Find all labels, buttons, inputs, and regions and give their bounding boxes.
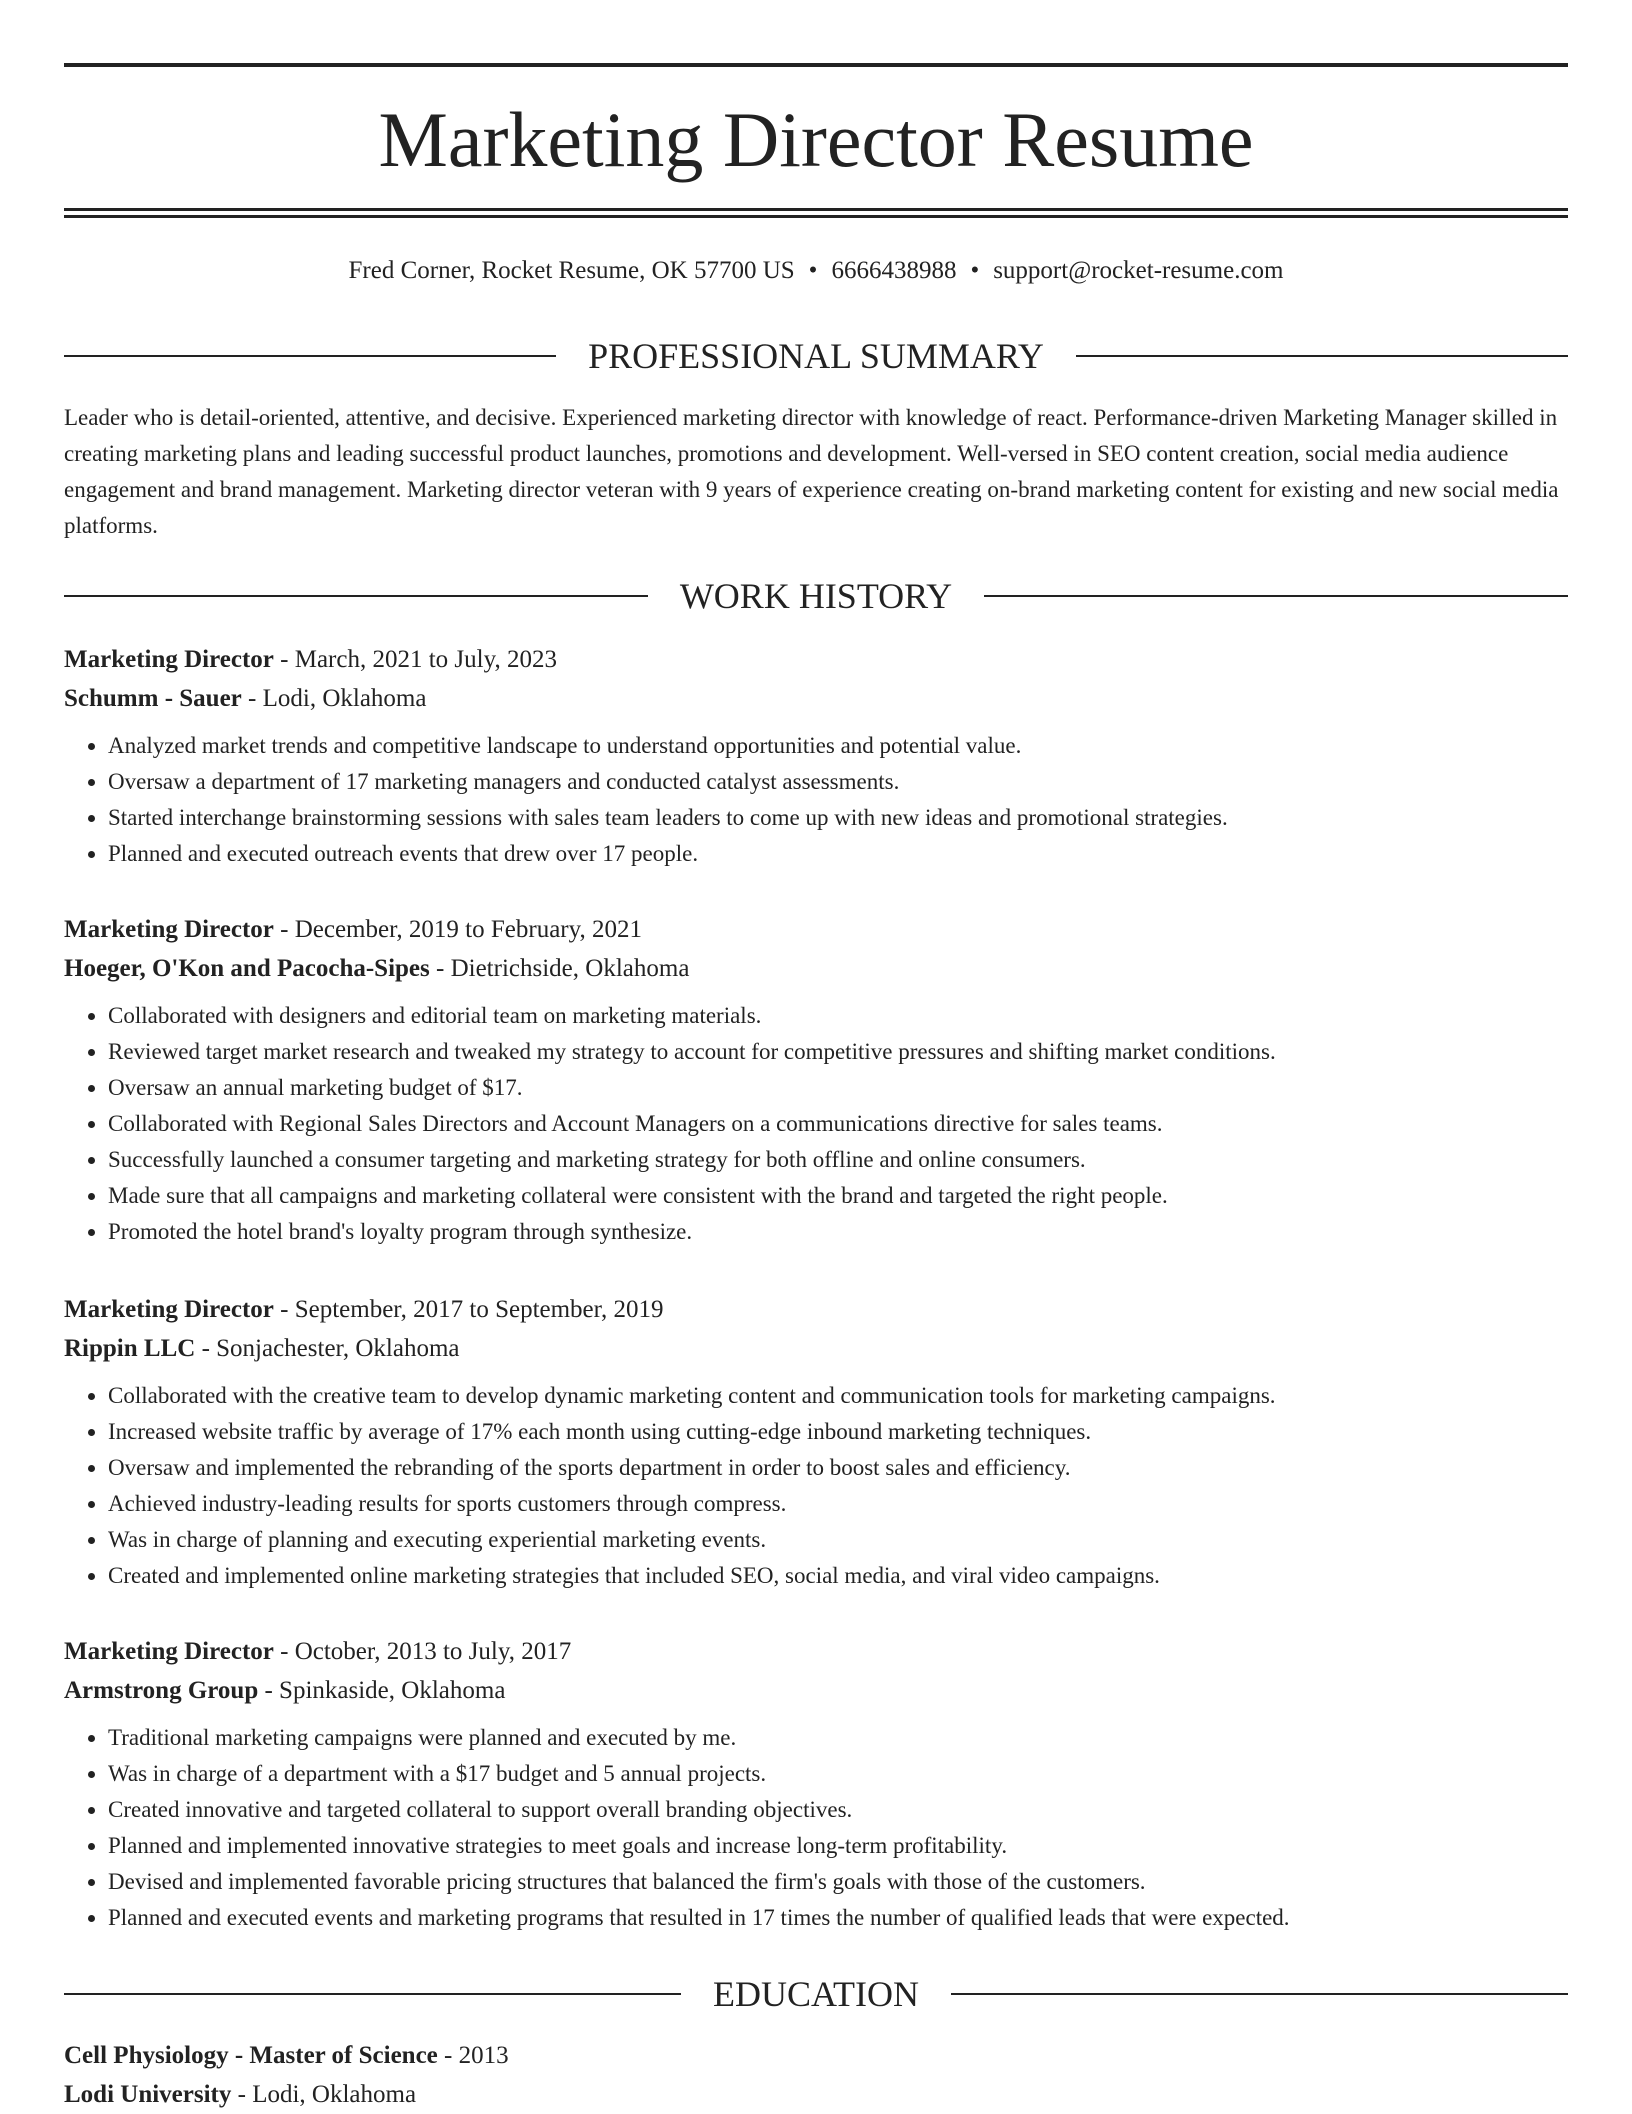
job-company: Hoeger, O'Kon and Pacocha-Sipes bbox=[64, 955, 430, 982]
job-dates: - September, 2017 to September, 2019 bbox=[273, 1296, 664, 1323]
section-heading-education bbox=[64, 1972, 1568, 2016]
job-bullet: • Was in charge of planning and executing experiential marketing events. bbox=[108, 1522, 1568, 1558]
job-entry bbox=[64, 1632, 1568, 1936]
job-bullet: • Created and implemented online marketing strategies that included SEO, social media, and viral video campaigns. bbox=[108, 1558, 1568, 1594]
job-location: - Spinkaside, Oklahoma bbox=[258, 1677, 506, 1704]
job-location: - Sonjachester, Oklahoma bbox=[195, 1335, 460, 1362]
job-bullet: • Analyzed market trends and competitive landscape to understand opportunities and potential value. bbox=[108, 728, 1568, 764]
job-bullet: • Oversaw an annual marketing budget of $17. bbox=[108, 1070, 1568, 1106]
contact-phone: 6666438988 bbox=[831, 257, 957, 284]
section-heading-text: WORK HISTORY bbox=[679, 576, 953, 616]
section-heading-text: EDUCATION bbox=[713, 1974, 919, 2014]
job-entry bbox=[64, 1290, 1568, 1594]
job-bullet: • Collaborated with Regional Sales Directors and Account Managers on a communications directive for sales teams. bbox=[108, 1106, 1568, 1142]
job-bullet: • Started interchange brainstorming sessions with sales team leaders to come up with new ideas and promotional strategies. bbox=[108, 800, 1568, 836]
job-bullet: • Reviewed target market research and tweaked my strategy to account for competitive pressures and shifting market conditions. bbox=[108, 1034, 1568, 1070]
job-title: Marketing Director bbox=[64, 1296, 274, 1323]
job-bullet: • Traditional marketing campaigns were planned and executed by me. bbox=[108, 1720, 1568, 1756]
job-bullet: • Created innovative and targeted collateral to support overall branding objectives. bbox=[108, 1792, 1568, 1828]
contact-separator: • bbox=[970, 257, 980, 284]
contact-line bbox=[0, 254, 1632, 288]
job-company-line bbox=[64, 949, 1568, 988]
education-school: Lodi University bbox=[64, 2081, 232, 2108]
job-company: Rippin LLC bbox=[64, 1335, 196, 1362]
job-bullet: • Planned and executed events and marketing programs that resulted in 17 times the number of qualified leads that were expected. bbox=[108, 1900, 1568, 1936]
job-company-line bbox=[64, 1329, 1568, 1368]
job-title-line bbox=[64, 910, 1568, 949]
job-location: - Lodi, Oklahoma bbox=[241, 685, 427, 712]
job-bullets bbox=[64, 1378, 1568, 1594]
heading-rule-left bbox=[64, 355, 556, 357]
heading-rule-right bbox=[951, 1993, 1568, 1995]
job-title-line bbox=[64, 1290, 1568, 1329]
job-title: Marketing Director bbox=[64, 1638, 274, 1665]
job-dates: - October, 2013 to July, 2017 bbox=[273, 1638, 572, 1665]
job-bullet: • Achieved industry-leading results for sports customers through compress. bbox=[108, 1486, 1568, 1522]
job-company-line bbox=[64, 679, 1568, 718]
job-title-line bbox=[64, 640, 1568, 679]
education-degree: Cell Physiology - Master of Science bbox=[64, 2042, 438, 2069]
job-bullet: • Made sure that all campaigns and marketing collateral were consistent with the brand and targeted the right people. bbox=[108, 1178, 1568, 1214]
heading-rule-right bbox=[984, 595, 1568, 597]
title-bottom-rule-2 bbox=[64, 215, 1568, 218]
section-heading-work bbox=[64, 574, 1568, 618]
job-bullets bbox=[64, 998, 1568, 1250]
job-company-line bbox=[64, 1671, 1568, 1710]
job-bullet: • Promoted the hotel brand's loyalty program through synthesize. bbox=[108, 1214, 1568, 1250]
job-bullet: • Oversaw and implemented the rebranding of the sports department in order to boost sales and efficiency. bbox=[108, 1450, 1568, 1486]
job-bullet: • Collaborated with the creative team to develop dynamic marketing content and communication tools for marketing campaigns. bbox=[108, 1378, 1568, 1414]
contact-email: support@rocket-resume.com bbox=[993, 257, 1284, 284]
education-degree-line bbox=[64, 2036, 1568, 2075]
title-bottom-rule-1 bbox=[64, 208, 1568, 211]
job-entry bbox=[64, 640, 1568, 872]
job-dates: - March, 2021 to July, 2023 bbox=[273, 646, 557, 673]
job-bullets bbox=[64, 1720, 1568, 1936]
job-bullet: • Oversaw a department of 17 marketing managers and conducted catalyst assessments. bbox=[108, 764, 1568, 800]
job-bullet: • Devised and implemented favorable pricing structures that balanced the firm's goals with those of the customers. bbox=[108, 1864, 1568, 1900]
heading-rule-right bbox=[1076, 355, 1568, 357]
section-heading-summary bbox=[64, 334, 1568, 378]
job-bullet: • Planned and executed outreach events that drew over 17 people. bbox=[108, 836, 1568, 872]
job-title-line bbox=[64, 1632, 1568, 1671]
education-location: - Lodi, Oklahoma bbox=[231, 2081, 417, 2108]
job-bullets bbox=[64, 728, 1568, 872]
job-entry bbox=[64, 910, 1568, 1250]
heading-rule-left bbox=[64, 1993, 681, 1995]
job-title: Marketing Director bbox=[64, 646, 274, 673]
summary-text: Leader who is detail-oriented, attentive, and decisive. Experienced marketing director with knowledge of react. Performance-driven Marketing Manager skilled in creating marketing plans and leading successful product launches, promotions and development. Well-versed in SEO content creation, social media audience engagement and brand management. Marketing director veteran with 9 years of experience creating on-brand marketing content for existing and new social media platforms. bbox=[64, 405, 1559, 538]
job-bullet: • Collaborated with designers and editorial team on marketing materials. bbox=[108, 998, 1568, 1034]
education-school-line bbox=[64, 2075, 1568, 2114]
education-entry bbox=[64, 2036, 1568, 2114]
title-top-rule bbox=[64, 63, 1568, 67]
job-location: - Dietrichside, Oklahoma bbox=[429, 955, 690, 982]
job-dates: - December, 2019 to February, 2021 bbox=[273, 916, 642, 943]
job-bullet: • Planned and implemented innovative strategies to meet goals and increase long-term profitability. bbox=[108, 1828, 1568, 1864]
job-title: Marketing Director bbox=[64, 916, 274, 943]
job-bullet: • Was in charge of a department with a $17 budget and 5 annual projects. bbox=[108, 1756, 1568, 1792]
job-bullet: • Increased website traffic by average of 17% each month using cutting-edge inbound marketing techniques. bbox=[108, 1414, 1568, 1450]
section-heading-text: PROFESSIONAL SUMMARY bbox=[588, 336, 1044, 376]
job-bullet: • Successfully launched a consumer targeting and marketing strategy for both offline and online consumers. bbox=[108, 1142, 1568, 1178]
contact-separator: • bbox=[808, 257, 818, 284]
resume-title: Marketing Director Resume bbox=[378, 96, 1254, 183]
job-company: Armstrong Group bbox=[64, 1677, 259, 1704]
heading-rule-left bbox=[64, 595, 648, 597]
contact-address: Fred Corner, Rocket Resume, OK 57700 US bbox=[348, 257, 795, 284]
job-company: Schumm - Sauer bbox=[64, 685, 242, 712]
education-year: - 2013 bbox=[437, 2042, 509, 2069]
